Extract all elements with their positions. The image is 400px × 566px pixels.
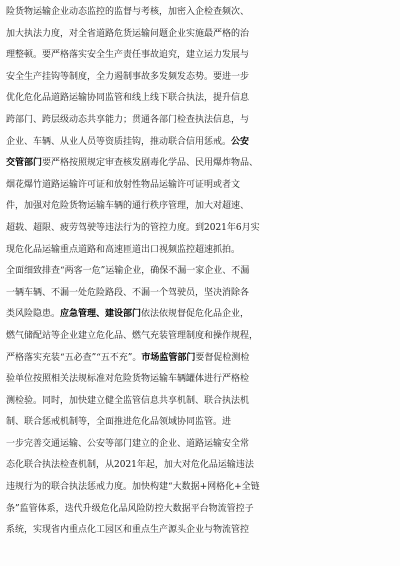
text-line <box>6 67 390 89</box>
text-segment: 一步完善交通运输、公安等部门建立的企业、道路运输安全常 <box>6 438 250 449</box>
text-line <box>6 304 390 326</box>
text-line <box>6 499 390 521</box>
text-line <box>6 153 390 175</box>
text-line <box>6 24 390 46</box>
text-line <box>6 88 390 110</box>
text-segment: 件，加强对危险货物运输车辆的通行秩序管理，加大对超速、 <box>6 201 250 212</box>
text-line <box>6 175 390 197</box>
text-segment: 现危化品运输重点道路和高速匝道出口视频监控超速抓拍。 <box>6 244 241 255</box>
bold-segment: 公安 <box>231 136 250 147</box>
text-line <box>6 520 390 542</box>
text-segment: 态化联合执法检查机制，从2021年起，加大对危化品运输违法 <box>6 460 254 471</box>
text-segment: 违规行为的联合执法惩戒力度。加快构建“大数据+网格化+全链 <box>6 482 260 493</box>
bold-segment: 应急管理、建设部门 <box>60 309 142 320</box>
text-line <box>6 110 390 132</box>
text-line <box>6 240 390 262</box>
text-segment: 条”监管体系，迭代升级危化品风险防控大数据平台物流管控子 <box>6 503 254 514</box>
text-segment: 险货物运输企业动态监控的监督与考核，加密入企检查频次、 <box>6 7 250 17</box>
text-segment: 测检验。同时，加快建立健全监管信息共享机制、联合执法机 <box>6 395 250 406</box>
text-segment: 类风险隐患。 <box>6 309 61 320</box>
text-line <box>6 132 390 154</box>
text-line <box>6 412 390 434</box>
bold-segment: 交管部门 <box>6 158 43 169</box>
text-line <box>6 477 390 499</box>
text-segment: 要严格按照规定审查核发剧毒化学品、民用爆炸物品、 <box>42 158 259 169</box>
text-line <box>6 369 390 391</box>
text-line <box>6 455 390 477</box>
text-line <box>6 391 390 413</box>
text-segment: 验单位按照相关法规标准对危险货物运输车辆罐体进行严格检 <box>6 374 250 385</box>
text-line <box>6 45 390 67</box>
text-segment: 安全生产挂钩等制度，全力遏制事故多发频发态势。要进一步 <box>6 71 250 82</box>
text-line <box>6 261 390 283</box>
text-segment: 烟花爆竹道路运输许可证和放射性物品运输许可证明或者文 <box>6 179 241 190</box>
text-segment: 严格落实充装“五必查”“五不充”。 <box>6 352 142 363</box>
document-body <box>6 2 390 542</box>
text-segment: 跨部门、跨层级动态共享能力；贯通各部门检查执法信息，与 <box>6 114 250 125</box>
text-segment: 优化危化品道路运输协同监管和线上线下联合执法，提升信息 <box>6 93 250 104</box>
text-segment: 全面细致排查“两客一危”运输企业，确保不漏一家企业、不漏 <box>6 266 250 277</box>
bold-segment: 市场监管部门 <box>141 352 196 363</box>
text-line <box>6 434 390 456</box>
text-line <box>6 2 390 24</box>
text-line <box>6 196 390 218</box>
text-line <box>6 348 390 370</box>
text-segment: 理整顿。要严格落实安全生产责任事故追究，建立运力发展与 <box>6 50 250 61</box>
text-segment: 加大执法力度，对全省道路危货运输问题企业实施最严格的治 <box>6 28 250 39</box>
text-segment: 燃气储配站等企业建立危化品、燃气充装管理制度和操作规程， <box>6 330 259 341</box>
text-segment: 超载、超限、疲劳驾驶等违法行为的管控力度。到2021年6月实 <box>6 222 260 233</box>
text-segment: 企业、车辆、从业人员等资质挂钩，推动联合信用惩戒。 <box>6 136 232 147</box>
text-segment: 依法依规督促危化品企业， <box>141 309 250 320</box>
text-segment: 系统，实现省内重点化工园区和重点生产源头企业与物流管控 <box>6 525 250 536</box>
text-segment: 要督促检测检 <box>195 352 250 363</box>
text-segment: 一辆车辆、不漏一处危险路段、不漏一个驾驶员，坚决消除各 <box>6 287 250 298</box>
text-line <box>6 326 390 348</box>
text-line <box>6 283 390 305</box>
text-line <box>6 218 390 240</box>
text-segment: 制、联合惩戒机制等，全面推进危化品领域协同监管。进 <box>6 417 232 428</box>
